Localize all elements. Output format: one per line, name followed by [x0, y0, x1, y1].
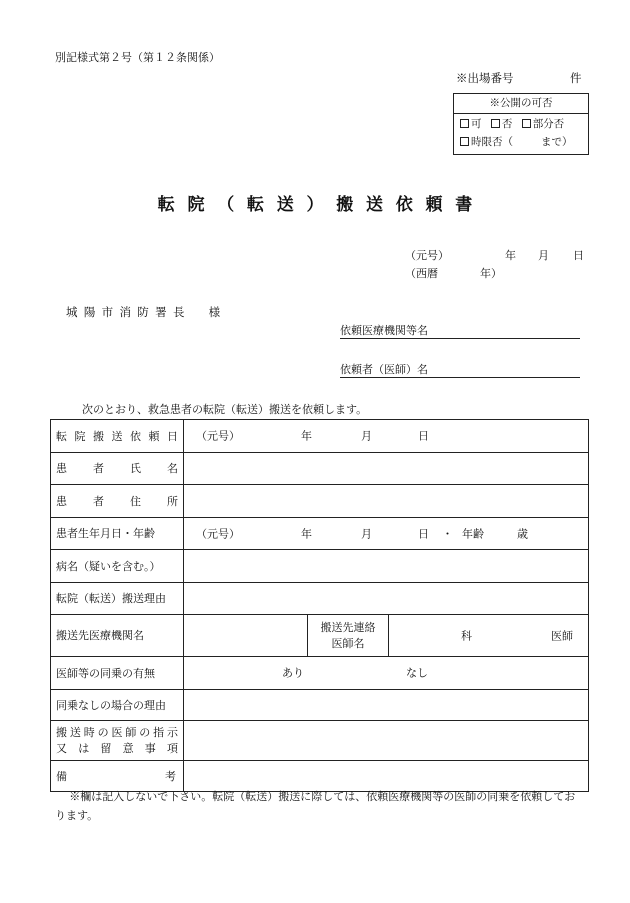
row-birth-date — [51, 518, 589, 550]
no-accompany-reason-field[interactable] — [184, 690, 589, 721]
separator-dot: ・ — [442, 527, 453, 540]
label-no-accompany-reason: 同乗なしの場合の理由 — [51, 690, 184, 721]
label-patient-address: 患 者 住 所 — [51, 485, 184, 518]
requesting-institution-label: 依頼医療機関等名 — [340, 324, 428, 337]
destination-doctor-field[interactable] — [389, 615, 589, 657]
request-table — [50, 419, 589, 792]
date-western: （西暦 — [405, 267, 438, 280]
label-destination: 搬送先医療機関名 — [51, 615, 184, 657]
dept-text: 科 — [461, 629, 472, 642]
row-accompany — [51, 657, 589, 690]
disclosure-options — [460, 119, 570, 130]
row-no-accompany-reason — [51, 690, 589, 721]
requesting-institution-field[interactable] — [340, 325, 580, 339]
option-allow[interactable]: 可 — [460, 118, 482, 130]
row-reason — [51, 583, 589, 615]
label-patient-name: 患 者 氏 名 — [51, 453, 184, 485]
year-text: 年 — [301, 527, 312, 540]
option-no[interactable]: なし — [406, 666, 428, 680]
row-disease — [51, 550, 589, 583]
option-time-limited[interactable]: 時限否（ まで） — [460, 137, 573, 148]
date-year: 年 — [505, 249, 516, 262]
disclosure-box — [453, 93, 589, 155]
disclosure-title: ※公開の可否 — [454, 94, 588, 114]
date-western-year: 年） — [480, 267, 502, 280]
checkbox-icon[interactable] — [522, 119, 531, 128]
label-accompany: 医師等の同乗の有無 — [51, 657, 184, 690]
destination-field[interactable] — [184, 615, 308, 657]
footnote: ※欄は記入しないで下さい。転院（転送）搬送に際しては、依頼医療機関等の医師の同乗を依頼しております。 — [55, 790, 576, 822]
option-yes[interactable]: あり — [282, 666, 304, 680]
era-text: （元号） — [196, 429, 240, 443]
reason-field[interactable] — [184, 583, 589, 615]
disease-field[interactable] — [184, 550, 589, 583]
checkbox-icon[interactable] — [460, 137, 469, 146]
day-text: 日 — [418, 527, 429, 540]
day-text: 日 — [418, 429, 429, 443]
patient-address-field[interactable] — [184, 485, 589, 518]
addressee: 城陽市消防署長 様 — [66, 305, 227, 319]
instructions-field[interactable] — [184, 721, 589, 761]
option-deny[interactable]: 否 — [491, 118, 513, 130]
date-era: （元号） — [405, 249, 449, 262]
label-request-date — [51, 420, 184, 453]
row-destination — [51, 615, 589, 657]
label-reason: 転院（転送）搬送理由 — [51, 583, 184, 615]
dispatch-label: ※出場番号 — [456, 71, 514, 85]
birth-date-field[interactable] — [184, 518, 589, 550]
age-label: 年齢 — [462, 527, 484, 540]
requesting-doctor-field[interactable] — [340, 364, 580, 378]
checkbox-icon[interactable] — [491, 119, 500, 128]
label-instructions: 搬 送 時 の 医 師 の 指 示 又 は 留 意 事 項 — [51, 721, 184, 761]
row-patient-address — [51, 485, 589, 518]
year-text: 年 — [301, 429, 312, 443]
row-patient-name — [51, 453, 589, 485]
date-month: 月 — [538, 249, 549, 262]
request-date-field[interactable] — [184, 420, 589, 453]
dispatch-number — [456, 71, 582, 85]
date-day: 日 — [573, 249, 584, 262]
label-disease: 病名（疑いを含む。） — [51, 550, 184, 583]
month-text: 月 — [361, 429, 372, 443]
era-text: （元号） — [196, 527, 240, 540]
dispatch-unit: 件 — [570, 71, 582, 85]
label-destination-contact: 搬送先連絡 医師名 — [308, 615, 389, 657]
form-number: 別記様式第２号（第１２条関係） — [55, 51, 220, 64]
patient-name-field[interactable] — [184, 453, 589, 485]
label-birth-date: 患者生年月日・年齢 — [51, 518, 184, 550]
intro-text: 次のとおり、救急患者の転院（転送）搬送を依頼します。 — [82, 403, 368, 416]
row-request-date — [51, 420, 589, 453]
accompany-field[interactable] — [184, 657, 589, 690]
page-title: 転院（転送）搬送依頼書 — [157, 195, 485, 215]
doctor-text: 医師 — [551, 629, 573, 642]
option-partial[interactable]: 部分否 — [522, 118, 565, 130]
age-unit: 歳 — [517, 527, 528, 540]
checkbox-icon[interactable] — [460, 119, 469, 128]
label-notes: 備 考 — [51, 761, 184, 792]
label-text: 転 院 搬 送 依 頼 日 — [56, 429, 178, 443]
row-instructions — [51, 721, 589, 761]
month-text: 月 — [361, 527, 372, 540]
requesting-doctor-label: 依頼者（医師）名 — [340, 363, 428, 376]
